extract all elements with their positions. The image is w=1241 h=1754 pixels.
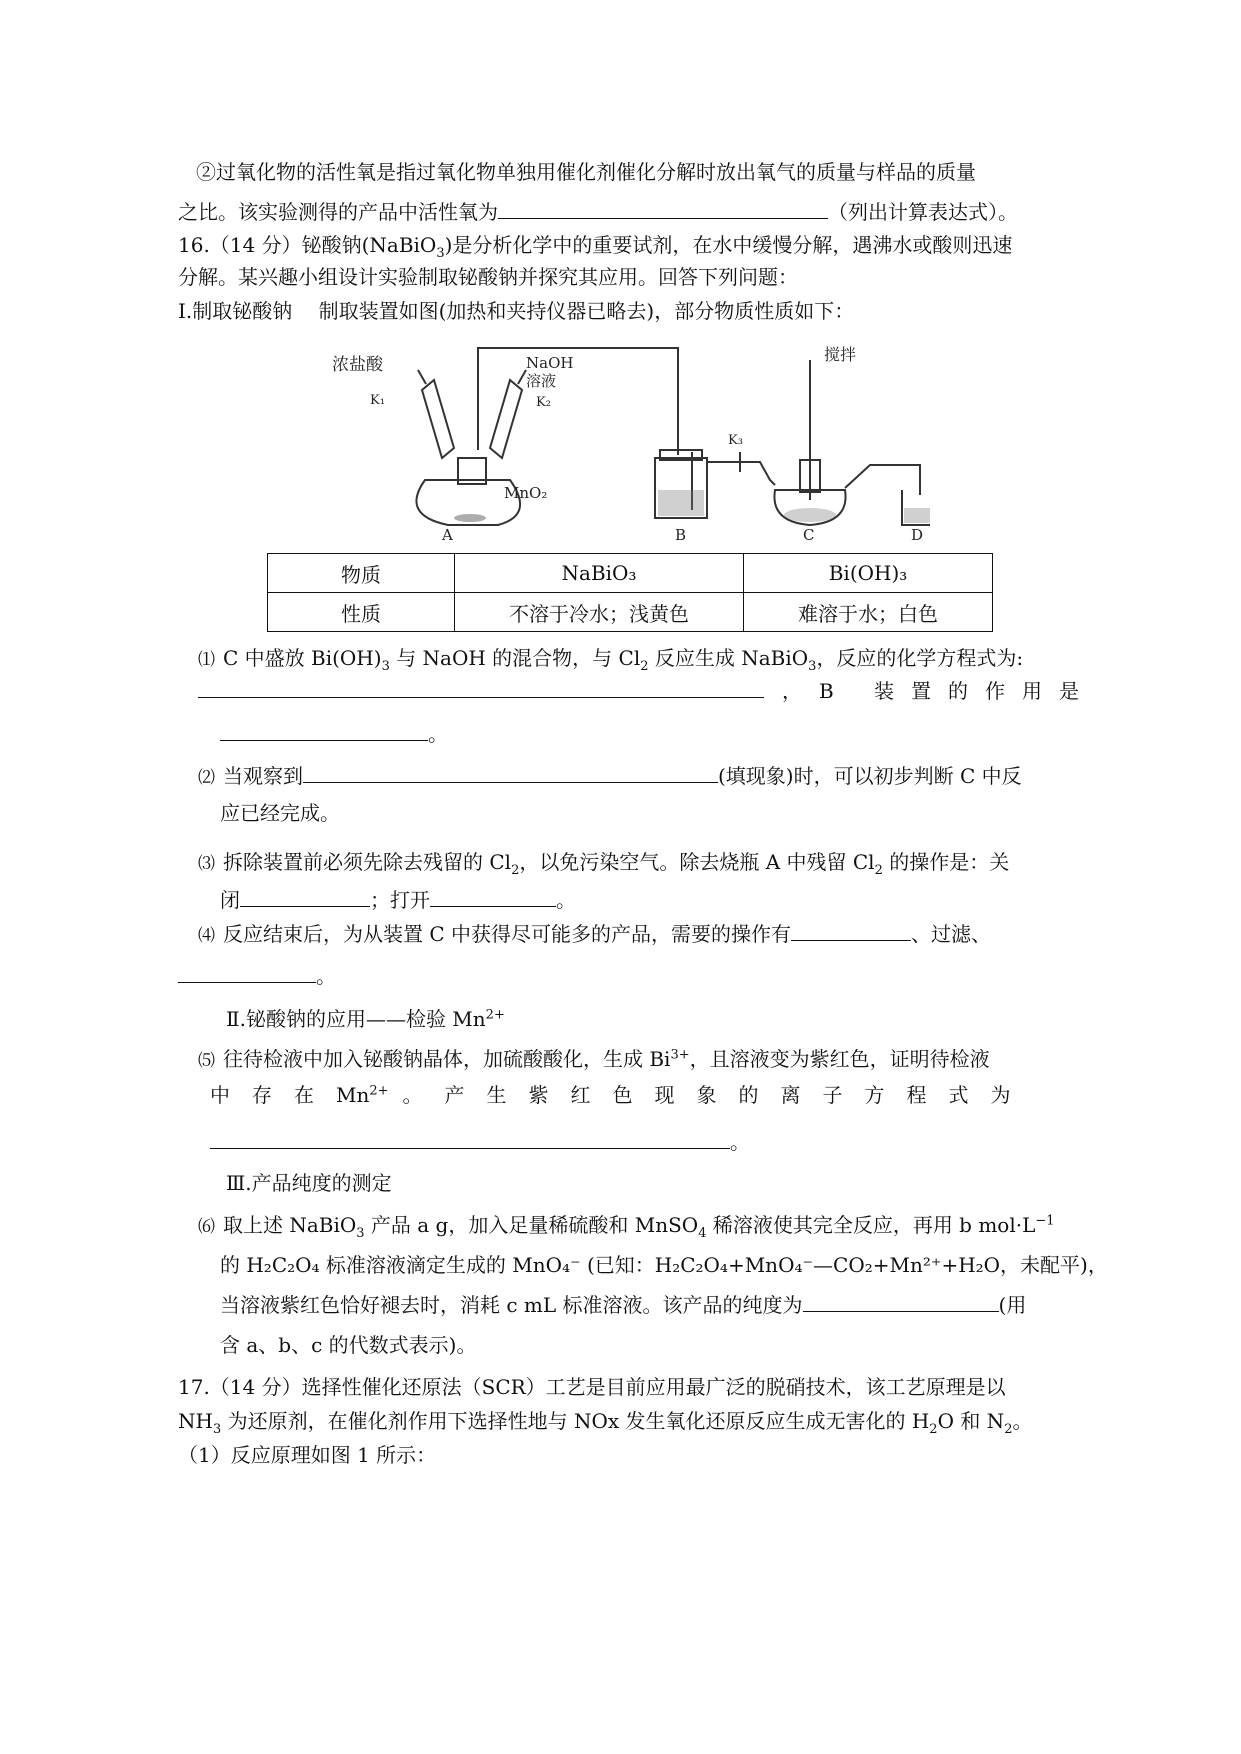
label-b: B <box>675 526 687 540</box>
q16-part-4-line-1: ⑷ 反应结束后，为从装置 C 中获得尽可能多的产品，需要的操作有 、过滤、 <box>198 918 991 951</box>
answer-blank[interactable] <box>220 718 428 741</box>
q16-part-6-line-3: 当溶液紫红色恰好褪去时，消耗 c mL 标准溶液。该产品的纯度为 (用 <box>220 1289 1026 1320</box>
q16-part-3-line-1: ⑶ 拆除装置前必须先除去残留的 $Cl_2$，以免污染空气。除去烧瓶 A 中残留 $Cl_2$ 的操作是：关 <box>198 850 1010 878</box>
q16-intro-1: 16.（14 分）铋酸钠(NaBiO$_3$)是分析化学中的重要试剂，在水中缓慢分解，遇沸水或酸则迅速 <box>178 233 1013 261</box>
label-k2: K₂ <box>536 395 551 410</box>
q16-part-6-line-1: ⑹ 取上述 NaBiO$_3$ 产品 a g，加入足量稀硫酸和 MnSO$_4$ 稀溶液使其完全反应，再用 b $mol\cdot L^{-1}$ <box>198 1213 1055 1241</box>
label-c: C <box>803 526 815 540</box>
label-conc-hcl: 浓盐酸 <box>332 355 383 375</box>
answer-blank[interactable] <box>303 760 718 783</box>
label-k3: K₃ <box>728 433 743 448</box>
q16-part-3-line-2: 闭 ；打开 。 <box>220 884 576 915</box>
answer-blank[interactable] <box>210 1126 730 1149</box>
q16-part-1-line-3: 。 <box>220 718 448 749</box>
section-3-heading: Ⅲ.产品纯度的测定 <box>226 1171 392 1195</box>
table-row: 性质 不溶于冷水；浅黄色 难溶于水；白色 <box>268 593 993 632</box>
label-d: D <box>911 526 924 540</box>
q16-part-1-line-2: ，B 装置的作用是 <box>198 675 1096 706</box>
apparatus-figure <box>330 340 930 540</box>
answer-blank[interactable] <box>498 196 828 219</box>
left-funnel <box>422 380 454 458</box>
q16-part-4-line-2: 。 <box>178 960 336 991</box>
q16-part-6-line-2: 的 H₂C₂O₄ 标准溶液滴定生成的 MnO₄⁻ (已知：H₂C₂O₄+MnO₄⁻—CO₂+Mn²⁺+H₂O，未配平)， <box>220 1253 1108 1277</box>
label-naoh: NaOH <box>526 354 574 372</box>
q16-part-1-line-1: ⑴ C 中盛放 $Bi(OH)_3$ 与 NaOH 的混合物，与 $Cl_2$ 反应生成 NaBiO$_3$，反应的化学方程式为: <box>198 646 1024 674</box>
right-funnel <box>490 380 522 458</box>
q17-line-1: 17.（14 分）选择性催化还原法（SCR）工艺是目前应用最广泛的脱硝技术，该工艺原理是以 <box>178 1375 1006 1399</box>
answer-blank[interactable] <box>240 884 370 907</box>
label-a: A <box>442 526 453 540</box>
answer-blank[interactable] <box>803 1289 999 1312</box>
q16-part-5-line-1: ⑸ 往待检液中加入铋酸钠晶体，加硫酸酸化，生成 $Bi^{3+}$，且溶液变为紫红色，证明待检液 <box>198 1047 990 1071</box>
label-mno2: MnO₂ <box>504 484 548 502</box>
answer-blank[interactable] <box>178 960 316 983</box>
q16-part-6-line-4: 含 a、b、c 的代数式表示)。 <box>220 1333 477 1357</box>
tube-c-d <box>845 465 920 495</box>
q16-intro-2: 分解。某兴趣小组设计实验制取铋酸钠并探究其应用。回答下列问题： <box>178 265 798 289</box>
label-k1: K₁ <box>370 393 385 408</box>
table-row: 物质 NaBiO₃ Bi(OH)₃ <box>268 554 993 593</box>
q16-part-5-line-3: 。 <box>210 1126 750 1157</box>
q16-part-5-line-2: 中存在$Mn^{2+}$ 。产生紫红色现象的离子方程式为 <box>210 1083 1033 1107</box>
section-1-heading: Ⅰ.制取铋酸钠 制取装置如图(加热和夹持仪器已略去)，部分物质性质如下： <box>178 299 855 323</box>
answer-blank[interactable] <box>791 918 911 941</box>
q15-line-1: ②过氧化物的活性氧是指过氧化物单独用催化剂催化分解时放出氧气的质量与样品的质量 <box>196 160 976 184</box>
answer-blank[interactable] <box>430 884 556 907</box>
q17-line-3: （1）反应原理如图 1 所示： <box>178 1443 437 1467</box>
properties-table <box>267 553 993 632</box>
label-stir: 搅拌 <box>824 345 857 364</box>
label-solution: 溶液 <box>526 372 557 390</box>
q16-part-2-line-1: ⑵ 当观察到 (填现象)时，可以初步判断 C 中反 <box>198 760 1022 793</box>
answer-blank[interactable] <box>198 675 764 698</box>
q17-line-2: $NH_3$ 为还原剂，在催化剂作用下选择性地与 NOx 发生氧化还原反应生成无害化的 $H_2O$ 和 $N_2$。 <box>178 1409 1033 1437</box>
q16-part-2-line-2: 应已经完成。 <box>220 801 340 825</box>
section-2-heading: Ⅱ.铋酸钠的应用——检验 $Mn^{2+}$ <box>226 1007 505 1031</box>
q15-line-2: 之比。该实验测得的产品中活性氧为 （列出计算表达式）。 <box>178 196 1018 227</box>
